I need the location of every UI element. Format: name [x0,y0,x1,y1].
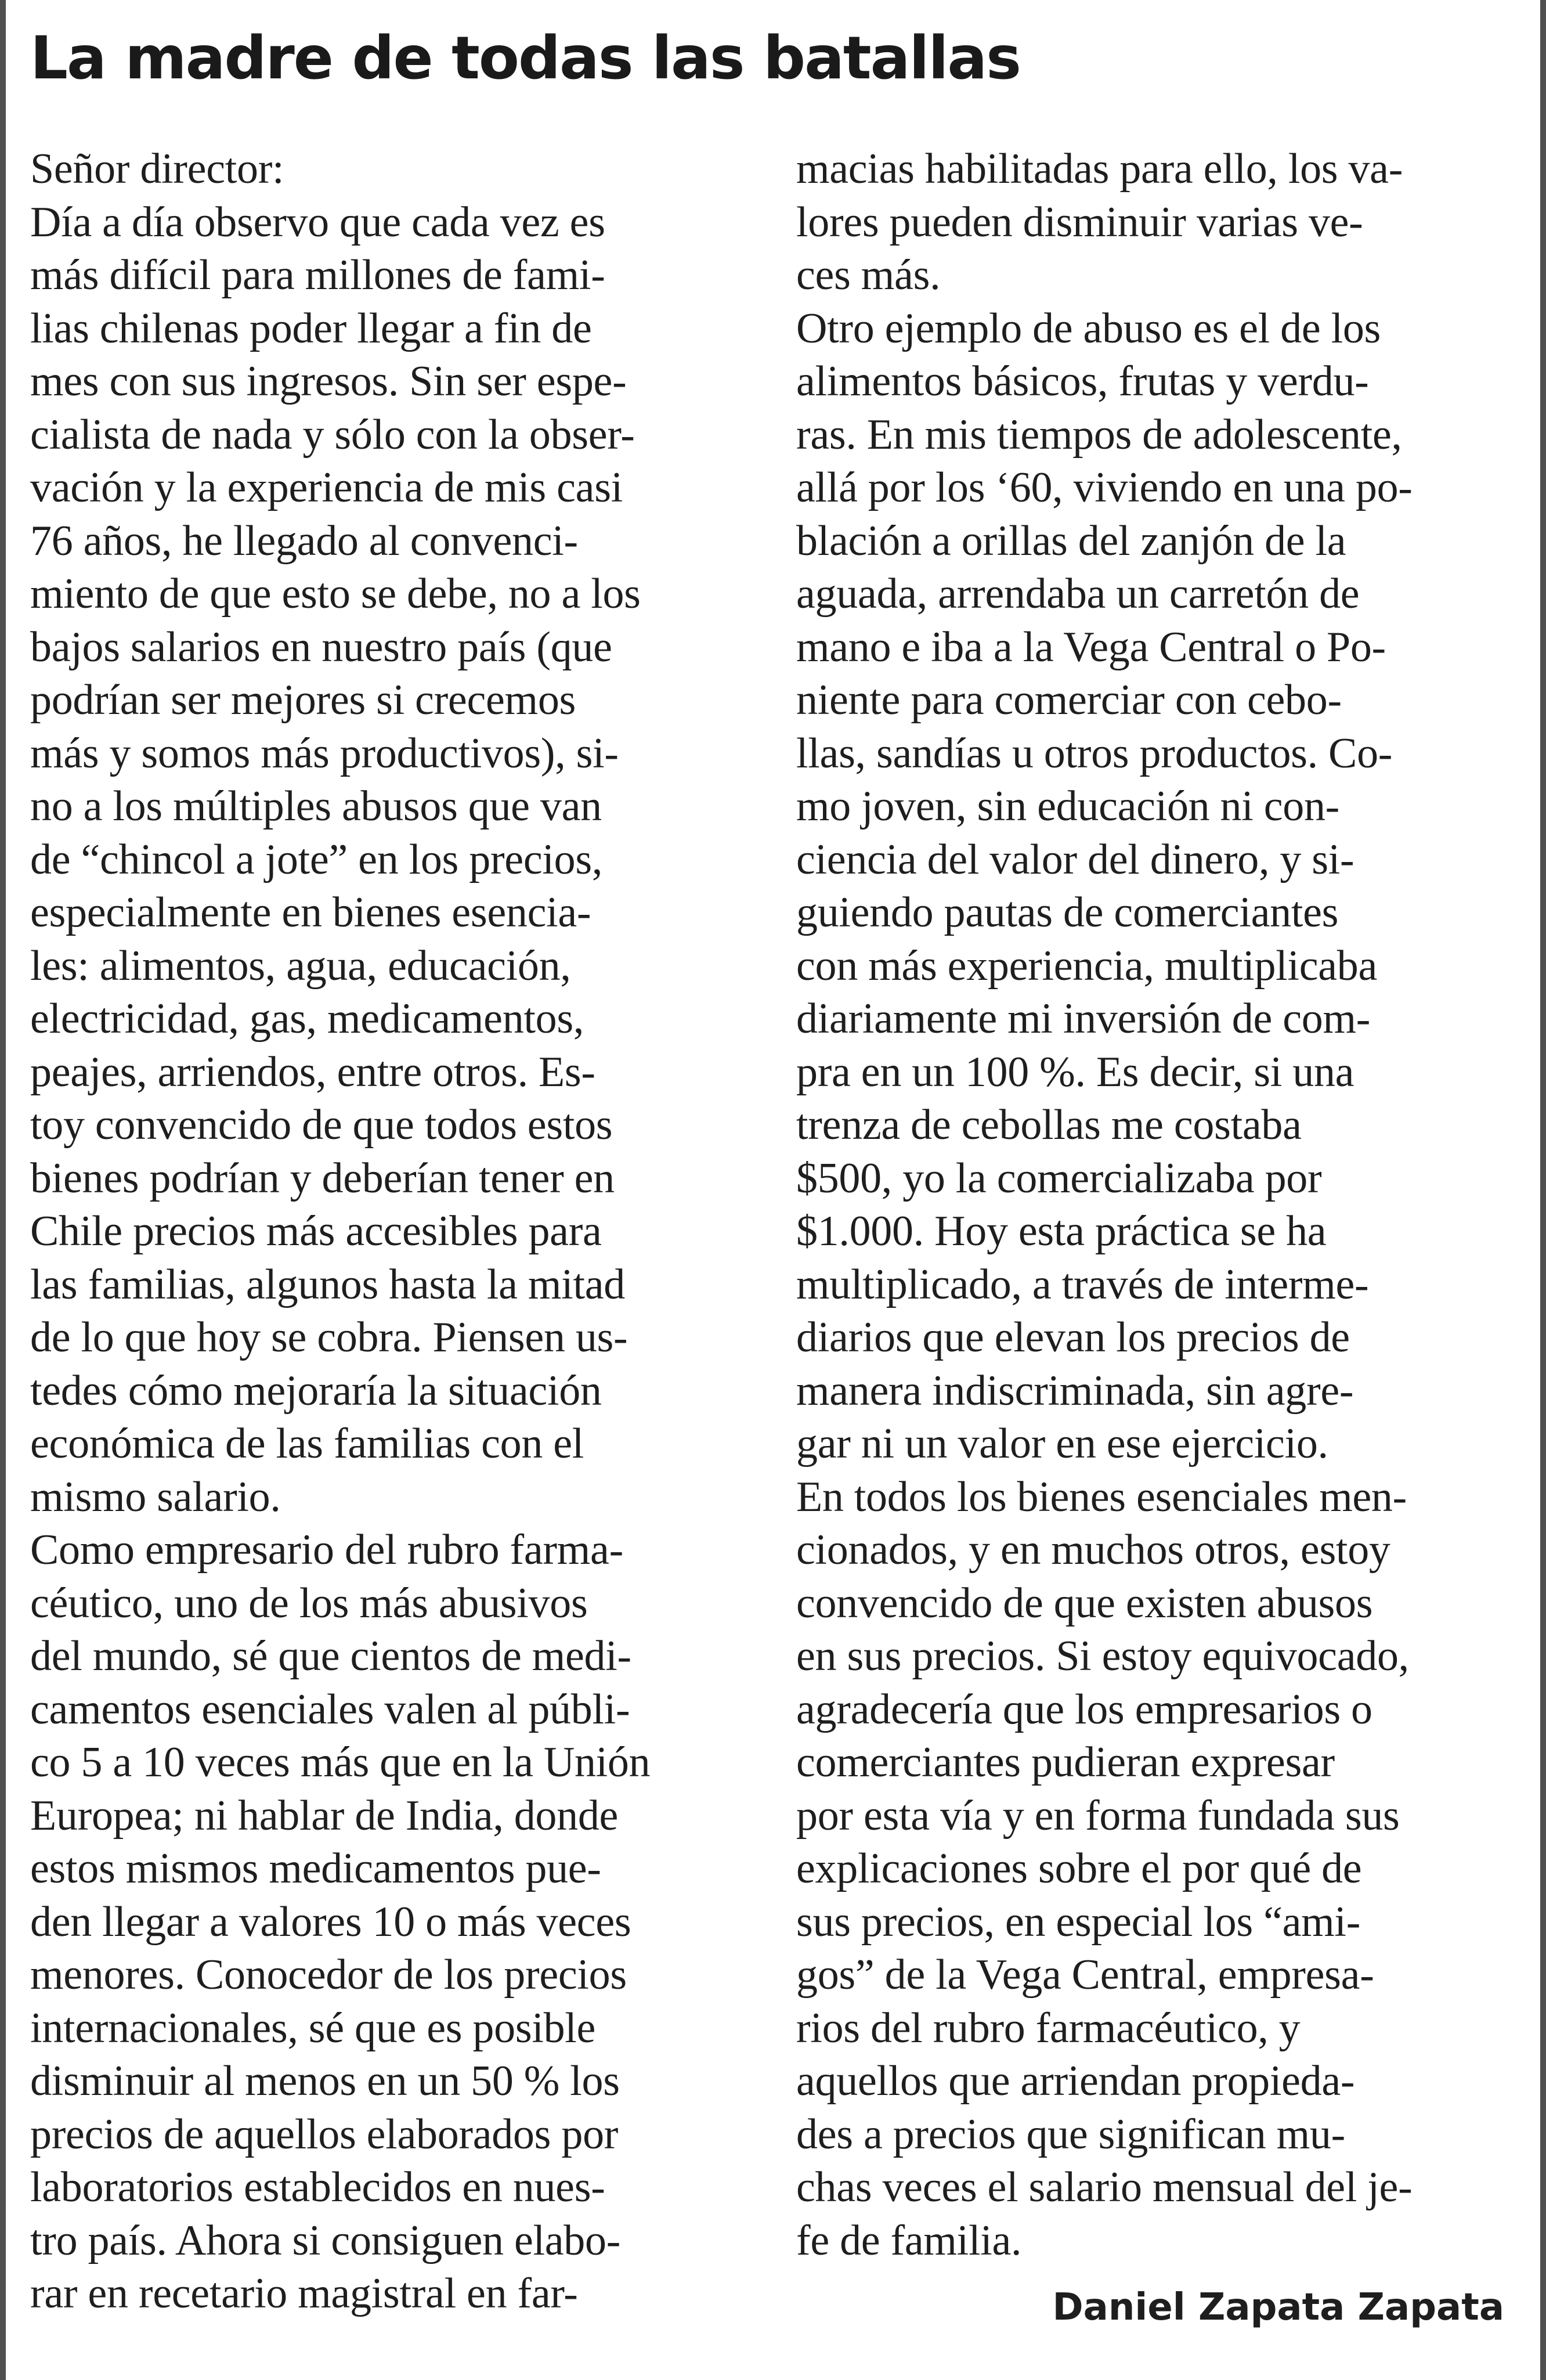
text-line: den llegar a valores 10 o más veces [30,1898,631,1946]
text-line: blación a orillas del zanjón de la [796,517,1346,565]
text-line: multiplicado, a través de interme- [796,1260,1369,1308]
text-line: de “chincol a jote” en los precios, [30,835,603,884]
text-line: mo joven, sin educación ni con- [796,782,1340,830]
text-line: bienes podrían y deberían tener en [30,1154,615,1202]
text-line: tro país. Ahora si consiguen elabo- [30,2216,621,2264]
text-line: Otro ejemplo de abuso es el de los [796,304,1381,352]
text-line: por esta vía y en forma fundada sus [796,1791,1400,1840]
text-line: sus precios, en especial los “ami- [796,1898,1361,1946]
text-line: des a precios que significan mu- [796,2110,1345,2158]
text-line: bajos salarios en nuestro país (que [30,623,612,671]
text-line: lias chilenas poder llegar a fin de [30,304,592,352]
text-line: co 5 a 10 veces más que en la Unión [30,1739,651,1786]
text-line: explicaciones sobre el por qué de [796,1845,1362,1892]
text-line: macias habilitadas para ello, los va- [796,145,1403,193]
text-line: Chile precios más accesibles para [30,1207,602,1255]
text-line: manera indiscriminada, sin agre- [796,1366,1354,1415]
text-line: miento de que esto se debe, no a los [30,570,641,618]
text-line: llas, sandías u otros productos. Co- [796,729,1393,777]
text-line: en sus precios. Si estoy equivocado, [796,1632,1409,1680]
text-line: diariamente mi inversión de com- [796,995,1371,1043]
text-line: no a los múltiples abusos que van [30,782,602,830]
text-line: alimentos básicos, frutas y verdu- [796,358,1369,405]
text-line: precios de aquellos elaborados por [30,2110,619,2158]
text-line: Europea; ni hablar de India, donde [30,1791,619,1840]
text-line: lores pueden disminuir varias ve- [796,198,1363,246]
text-line: podrían ser mejores si crecemos [30,676,576,724]
text-line: camentos esenciales valen al públi- [30,1685,630,1733]
text-line: aguada, arrendaba un carretón de [796,570,1360,618]
text-line: menores. Conocedor de los precios [30,1951,627,1999]
text-line: ces más. [796,251,941,299]
text-line: En todos los bienes esenciales men- [796,1473,1407,1521]
text-line: las familias, algunos hasta la mitad [30,1260,625,1308]
text-line: gar ni un valor en ese ejercicio. [796,1420,1328,1467]
text-line: 76 años, he llegado al convenci- [30,517,578,565]
left-column [30,143,756,2321]
text-line: Como empresario del rubro farma- [30,1526,623,1574]
text-line: les: alimentos, agua, educación, [30,942,571,990]
text-line: de lo que hoy se cobra. Piensen us- [30,1314,628,1361]
text-line: económica de las familias con el [30,1420,584,1467]
text-line: especialmente en bienes esencia- [30,889,591,936]
text-line: comerciantes pudieran expresar [796,1739,1335,1786]
text-line: con más experiencia, multiplicaba [796,942,1378,990]
text-line: internacionales, sé que es posible [30,2004,596,2052]
text-line: niente para comerciar con cebo- [796,676,1342,724]
text-line: rios del rubro farmacéutico, y [796,2004,1301,2052]
text-line: cialista de nada y sólo con la obser- [30,410,635,459]
text-line: diarios que elevan los precios de [796,1314,1350,1361]
text-line: más y somos más productivos), si- [30,729,619,777]
text-line: vación y la experiencia de mis casi [30,464,623,511]
page-border-right [1540,0,1546,2380]
text-line: tedes cómo mejoraría la situación [30,1366,602,1415]
text-line: $1.000. Hoy esta práctica se ha [796,1207,1327,1255]
text-line: Día a día observo que cada vez es [30,198,605,246]
text-line: toy convencido de que todos estos [30,1101,613,1149]
text-line: ras. En mis tiempos de adolescente, [796,410,1402,459]
text-line: ciencia del valor del dinero, y si- [796,835,1354,884]
article-title: La madre de todas las batallas [30,24,1020,93]
text-line: más difícil para millones de fami- [30,251,605,299]
text-line: aquellos que arriendan propieda- [796,2057,1355,2105]
text-line: chas veces el salario mensual del je- [796,2163,1413,2211]
text-line: peajes, arriendos, entre otros. Es- [30,1048,595,1096]
author-signature: Daniel Zapata Zapata [1052,2286,1504,2329]
text-line: cionados, y en muchos otros, estoy [796,1526,1390,1574]
text-line: convencido de que existen abusos [796,1579,1373,1627]
text-line: fe de familia. [796,2216,1022,2264]
right-column [796,143,1516,2267]
text-line: $500, yo la comercializaba por [796,1154,1322,1202]
text-line: disminuir al menos en un 50 % los [30,2057,620,2105]
text-line: mes con sus ingresos. Sin ser espe- [30,358,627,405]
text-line: agradecería que los empresarios o [796,1685,1372,1733]
text-line: mismo salario. [30,1473,281,1521]
text-line: rar en recetario magistral en far- [30,2270,578,2317]
text-line: del mundo, sé que cientos de medi- [30,1632,631,1680]
text-line: allá por los ‘60, viviendo en una po- [796,464,1413,511]
text-line: Señor director: [30,145,284,193]
page-border-left [0,0,6,2380]
text-line: guiendo pautas de comerciantes [796,889,1339,936]
text-line: trenza de cebollas me costaba [796,1101,1302,1149]
text-line: céutico, uno de los más abusivos [30,1579,588,1627]
text-line: gos” de la Vega Central, empresa- [796,1951,1374,1999]
text-line: mano e iba a la Vega Central o Po- [796,623,1386,671]
text-line: pra en un 100 %. Es decir, si una [796,1048,1354,1096]
text-line: laboratorios establecidos en nues- [30,2163,605,2211]
text-line: estos mismos medicamentos pue- [30,1845,601,1892]
text-line: electricidad, gas, medicamentos, [30,995,584,1043]
